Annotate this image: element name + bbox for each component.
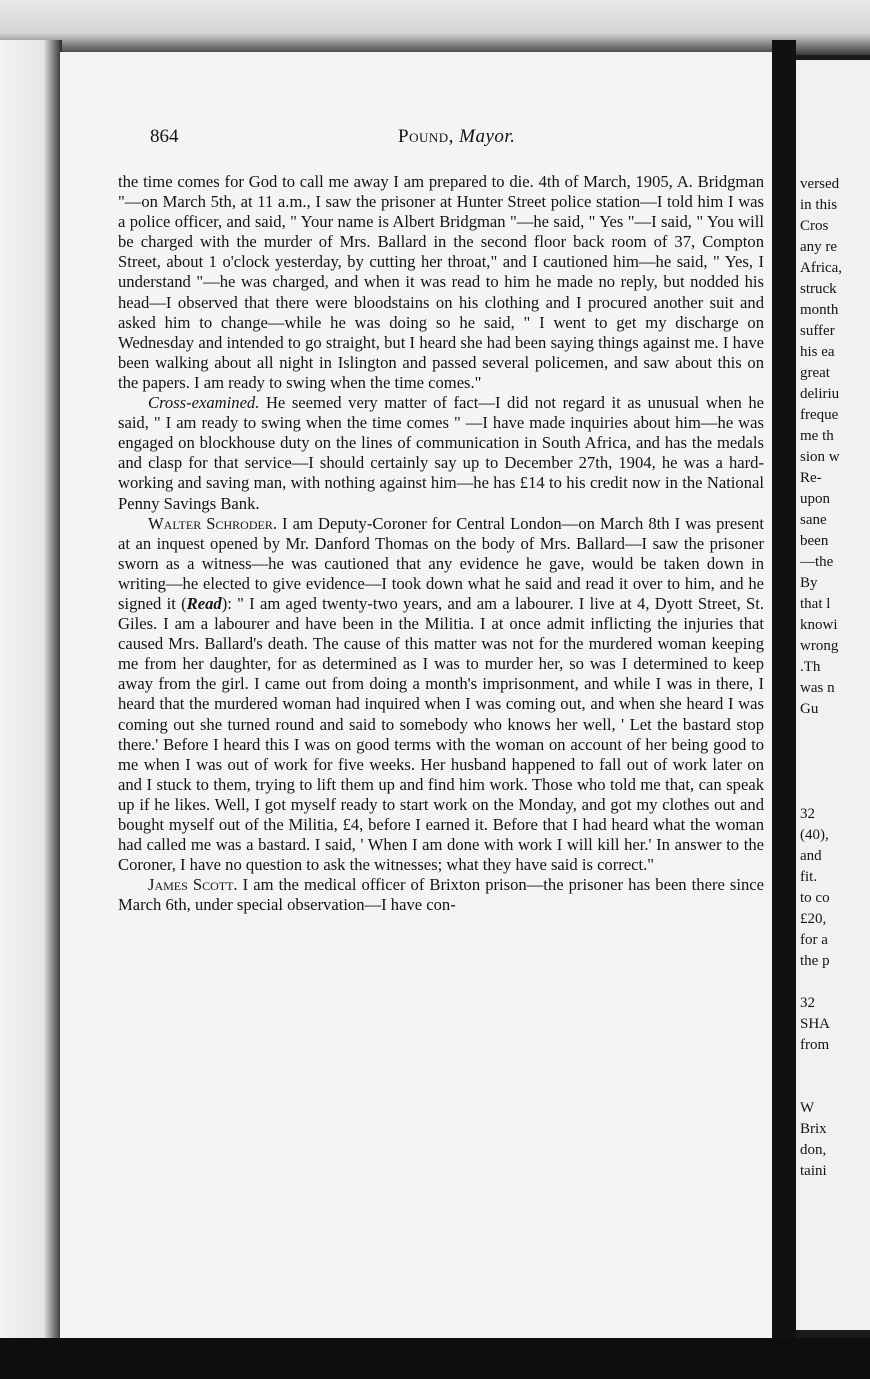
right-page-line: and xyxy=(800,848,822,864)
scan-left-edge xyxy=(0,40,62,1340)
scan-bottom-edge xyxy=(0,1338,870,1379)
right-page-text xyxy=(800,174,870,1182)
witness-name-scott: James Scott. xyxy=(148,875,238,895)
right-page-line: was n xyxy=(800,680,835,696)
cross-examined-text: He seemed very matter of fact—I did not regard it as unusual when he said, " I am ready to swing when the time comes " —I have made inquiries about him—he was engaged on blockhouse duty on the lines of communication in South Africa, and has the medals and clasp for that service—I should certainly say up to December 27th, 1904, he was a hard-working and saving man, with nothing against him—he has £14 to his credit now in the National Penny Savings Bank. xyxy=(118,393,764,513)
right-page-line: great xyxy=(800,365,830,381)
right-page-line: any re xyxy=(800,239,838,255)
right-page-line: SHA xyxy=(800,1016,831,1032)
cross-examined-label: Cross-examined. xyxy=(148,393,260,413)
witness-name-schroder: Walter Schroder. xyxy=(148,513,277,533)
right-page-line: W xyxy=(800,1100,815,1116)
right-page-line: knowi xyxy=(800,617,838,633)
right-page-line xyxy=(800,972,870,993)
right-page-line: Gu xyxy=(800,701,819,717)
right-page-line: deliriu xyxy=(800,386,840,402)
paragraph-scott xyxy=(118,875,764,915)
right-page-line xyxy=(800,720,870,741)
right-page-line xyxy=(800,1077,870,1098)
right-page-line xyxy=(800,783,870,804)
right-page-line: to co xyxy=(800,890,830,906)
right-page-line: taini xyxy=(800,1163,827,1179)
right-page-line: sion w xyxy=(800,449,840,465)
page-body xyxy=(118,172,764,915)
right-page-line: month xyxy=(800,302,839,318)
right-page-line: his ea xyxy=(800,344,835,360)
schroder-text-b: ): " I am aged twenty-two years, and am a labourer. I live at 4, Dyott Street, St. Giles. I am a labourer and have been in the Militia. I at once admit inflicting the injuries that caused Mrs. Ballard's death. The cause of this matter was not for the murdered woman keeping me from her daughter, for as determined as I was to murder her, so was I determined to keep away from the girl. I came out from doing a month's imprisonment, and while I was in there, I heard that the murdered woman had inquired when I was coming out, and when she heard I was coming out she turned round and said to somebody who knows her well, ' Let the bastard stop there.' Before I heard this I was on good terms with the woman on account of her being good to me when I was out of work for five weeks. Her husband happened to fall out of work later on and I stuck to them, trying to lift them up and find him work. Those who told me that, can speak up if he likes. Well, I got myself ready to start work on the Monday, and got my clothes out and bought myself out of the Militia, £4, before I earned it. Before that I had heard what the woman had called me was a bastard. I said, ' When I am done with work I will kill her.' In answer to the Coroner, I have no question to ask the witnesses; what they have said is correct." xyxy=(118,593,764,875)
scott-text: I am the medical officer of Brixton prison—the prisoner has been there since March 6th, under special observation—I have con- xyxy=(118,875,765,915)
right-page-line: me th xyxy=(800,428,834,444)
right-page-line xyxy=(800,1056,870,1077)
right-page-line: 32 xyxy=(800,806,815,822)
right-page-line: suffer xyxy=(800,323,835,339)
right-page-line: from xyxy=(800,1037,830,1053)
right-page-line: Re- xyxy=(800,470,822,486)
right-page-line: for a xyxy=(800,932,828,948)
page-header xyxy=(150,126,750,152)
right-page-line: Cros xyxy=(800,218,829,234)
schroder-text-a: I am Deputy-Coroner for Central London—on March 8th I was present at an inquest opened by Mr. Danford Thomas on the body of Mrs. Ballard—I saw the prisoner sworn as a witness—he was cautioned that any evidence he gave, would be taken down in writing—he elected to give evidence—I took down what he said and read it over to him, and he signed it ( xyxy=(118,513,764,613)
right-page-line: .Th xyxy=(800,659,821,675)
right-page-line: (40), xyxy=(800,827,829,843)
right-page-line: upon xyxy=(800,491,830,507)
running-head xyxy=(398,126,515,148)
right-page-line: 32 xyxy=(800,995,815,1011)
right-page-line: £20, xyxy=(800,911,827,927)
right-page-line: been xyxy=(800,533,829,549)
paragraph-cross-examined xyxy=(118,393,764,514)
right-page-line: Brix xyxy=(800,1121,827,1137)
right-page-line: Africa, xyxy=(800,260,843,276)
paragraph-continuation: the time comes for God to call me away I am prepared to die. 4th of March, 1905, A. Bridgman "—on March 5th, at 11 a.m., I saw the prisoner at Hunter Street police station—I told him I was a police officer, and said, " Your name is Albert Bridgman "—he said, " Yes "—I said, " You will be charged with the murder of Mrs. Ballard in the second floor back room of 37, Compton Street, about 1 o'clock yesterday, by cutting her throat," and I cautioned him—he said, " Yes, I understand "—he was charged, and when it was read to him he made no reply, but nodded his head—I observed that there were bloodstains on his clothing and I procured another suit and asked him to change—while he was doing so he said, " I went to get my discharge on Wednesday and intended to go straight, but I heard she had been saying things against me. I have been walking about all night in Islington and passed several policemen, and saw about this on the papers. I am ready to swing when the time comes." xyxy=(118,172,764,392)
right-page-line: that l xyxy=(800,596,831,612)
right-page-line: in this xyxy=(800,197,838,213)
read-marker: Read xyxy=(186,593,222,613)
right-page-line: don, xyxy=(800,1142,827,1158)
scan-top-edge xyxy=(0,0,870,55)
right-page-line: the p xyxy=(800,953,830,969)
right-page-line: sane xyxy=(800,512,827,528)
paragraph-schroder xyxy=(118,514,764,876)
right-page-line: struck xyxy=(800,281,837,297)
right-page-line xyxy=(800,762,870,783)
right-page-line: —the xyxy=(800,554,834,570)
right-page-line: fit. xyxy=(800,869,818,885)
right-page-line: By xyxy=(800,575,818,591)
right-page-line: wrong xyxy=(800,638,839,654)
right-page-fragment xyxy=(796,60,870,1330)
running-head-name: Pound, xyxy=(398,126,454,147)
running-head-title: Mayor. xyxy=(459,126,516,147)
page-number: 864 xyxy=(150,126,179,147)
right-page-line: freque xyxy=(800,407,839,423)
book-gutter xyxy=(772,40,796,1340)
right-page-line: versed xyxy=(800,176,840,192)
right-page-line xyxy=(800,741,870,762)
